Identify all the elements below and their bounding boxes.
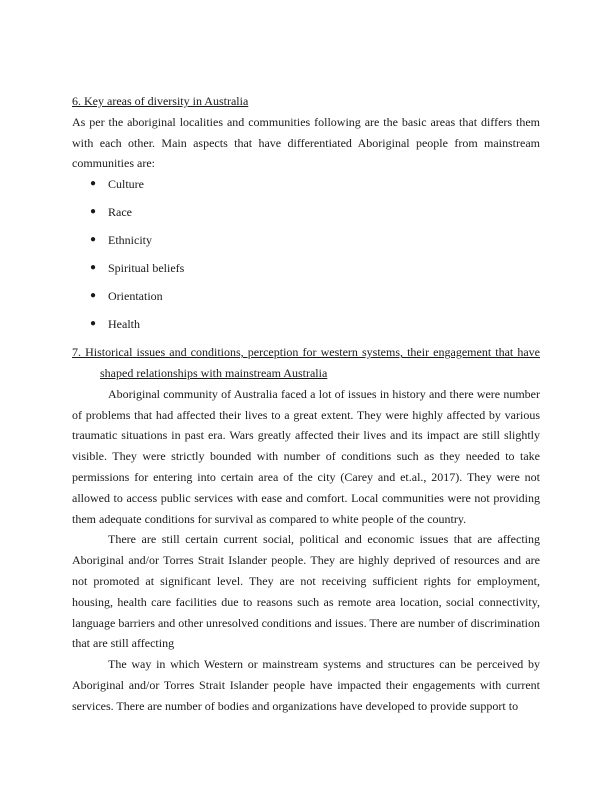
section-7-paragraph-1: Aboriginal community of Australia faced a lot of issues in history and there were number of problems that had affected their lives to a great extent. They were highly affected by various traumatic situations in past era. Wars greatly affected their lives and its impact are still slightly visible. They were strictly bounded with number of conditions such as they needed to take permissions for entering into certain area of the city (Carey and et.al., 2017). They were not allowed to access public services with ease and comfort. Local communities were not providing them adequate conditions for survival as compared to white people of the country.: [72, 386, 540, 526]
section-7-paragraph-2: There are still certain current social, political and economic issues that are affecting Aboriginal and/or Torres Strait Islander people. They are highly deprived of resources and are not promoted at significant level. They are not receiving sufficient rights for employment, housing, health care facilities due to reasons such as remote area location, social connectivity, language barriers and other unresolved conditions and issues. There are number of discrimination that are still affecting: [72, 532, 540, 651]
list-item-label: Ethnicity: [108, 233, 152, 248]
list-item-label: Culture: [108, 177, 144, 192]
bullet-icon: ●: [90, 290, 97, 302]
bullet-icon: ●: [90, 206, 97, 218]
list-item: [72, 286, 540, 314]
bullet-icon: ●: [90, 178, 97, 190]
section-6-intro: As per the aboriginal localities and communities following are the basic areas that differs them with each other. Main aspects that have differentiated Aboriginal people from mainstream communities are:: [72, 114, 540, 171]
list-item-label: Spiritual beliefs: [108, 261, 185, 276]
document-page: [72, 91, 540, 717]
bullet-icon: ●: [90, 318, 97, 330]
list-item: [72, 202, 540, 230]
list-item: [72, 314, 540, 342]
diversity-list: [72, 174, 540, 342]
list-item: [72, 174, 540, 202]
section-7-heading: 7. Historical issues and conditions, perception for western systems, their engagement that have shaped relationships with mainstream Australia: [72, 345, 540, 380]
section-7-paragraph-3: The way in which Western or mainstream systems and structures can be perceived by Aboriginal and/or Torres Strait Islander people have impacted their engagements with current services. There are number of bodies and organizations have developed to provide support to: [72, 657, 540, 713]
list-item: [72, 258, 540, 286]
list-item: [72, 230, 540, 258]
list-item-label: Race: [108, 205, 132, 220]
section-6-heading: 6. Key areas of diversity in Australia: [72, 94, 249, 108]
bullet-icon: ●: [90, 234, 97, 246]
list-item-label: Health: [108, 317, 140, 332]
list-item-label: Orientation: [108, 289, 163, 304]
bullet-icon: ●: [90, 262, 97, 274]
